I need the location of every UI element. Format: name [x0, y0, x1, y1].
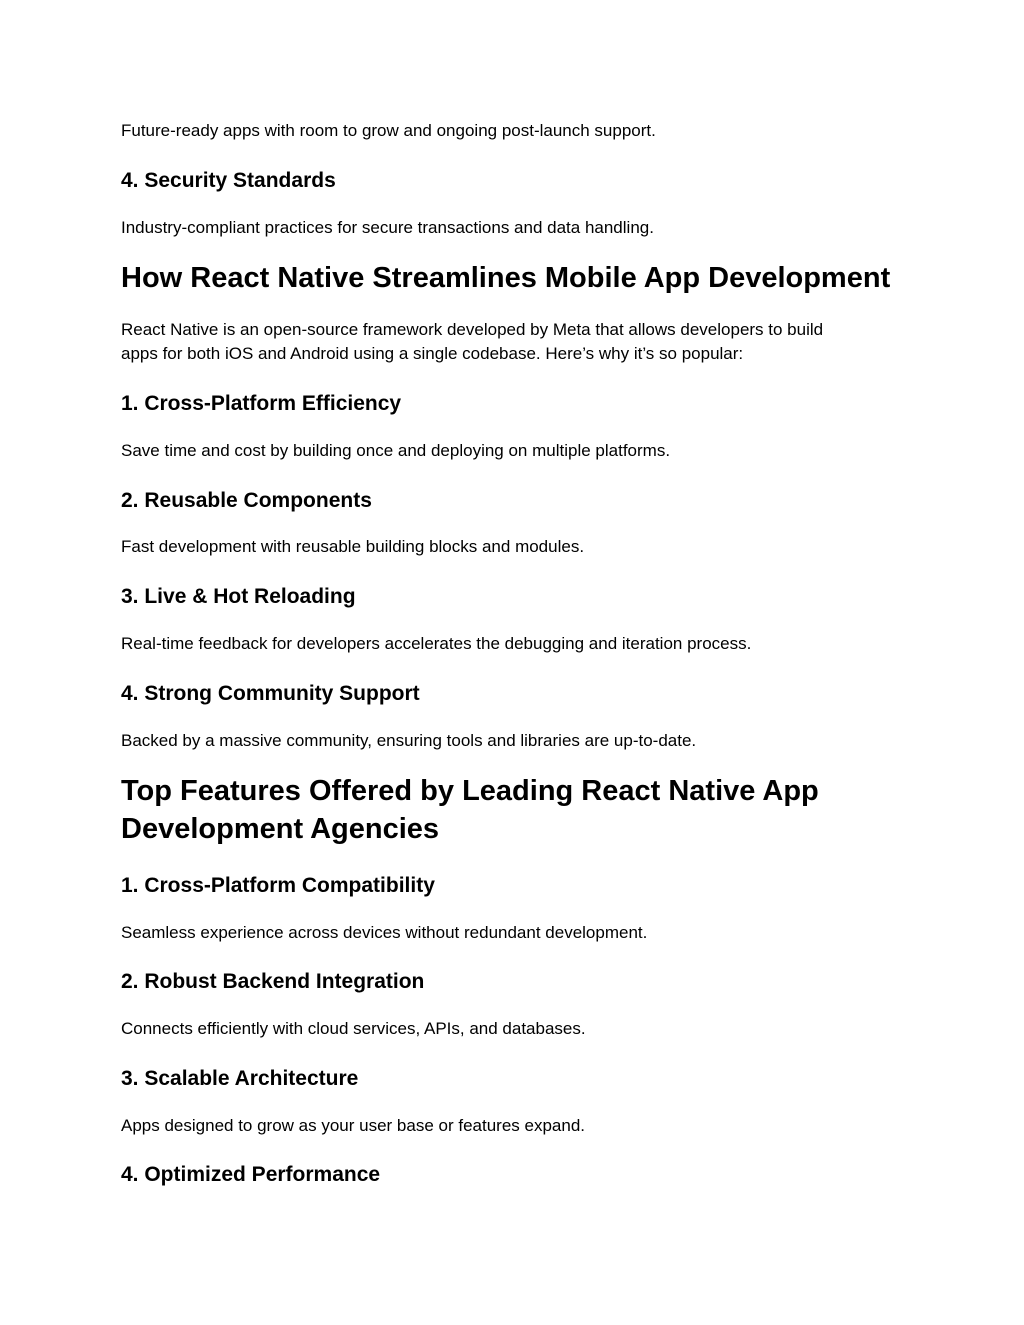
item-paragraph: Seamless experience across devices without redundant development.: [121, 923, 648, 942]
item-heading: 2. Robust Backend Integration: [121, 970, 425, 993]
section-heading-top-features-line-2: Development Agencies: [121, 813, 440, 845]
item-heading: 1. Cross-Platform Compatibility: [121, 874, 435, 897]
section-intro-line-2: apps for both iOS and Android using a single codebase. Here’s why it’s so popular:: [121, 344, 744, 363]
security-heading: 4. Security Standards: [121, 169, 336, 192]
section-intro-line-1: React Native is an open-source framework developed by Meta that allows developers to build: [121, 320, 824, 339]
intro-paragraph: Future-ready apps with room to grow and ongoing post-launch support.: [121, 121, 656, 140]
section-heading-top-features-line-1: Top Features Offered by Leading React Native App: [121, 775, 819, 807]
item-heading: 4. Strong Community Support: [121, 682, 420, 705]
item-heading: 2. Reusable Components: [121, 489, 372, 512]
item-paragraph: Backed by a massive community, ensuring tools and libraries are up-to-date.: [121, 731, 697, 750]
item-heading: 3. Live & Hot Reloading: [121, 585, 356, 608]
security-paragraph: Industry-compliant practices for secure transactions and data handling.: [121, 218, 654, 237]
item-heading: 1. Cross-Platform Efficiency: [121, 392, 402, 415]
item-heading: 4. Optimized Performance: [121, 1163, 381, 1186]
item-paragraph: Real-time feedback for developers accelerates the debugging and iteration process.: [121, 634, 752, 653]
item-heading: 3. Scalable Architecture: [121, 1067, 359, 1090]
item-paragraph: Fast development with reusable building blocks and modules.: [121, 537, 585, 556]
section-heading-react-native: How React Native Streamlines Mobile App Development: [121, 262, 891, 294]
item-paragraph: Save time and cost by building once and deploying on multiple platforms.: [121, 441, 671, 460]
item-paragraph: Connects efficiently with cloud services, APIs, and databases.: [121, 1019, 586, 1038]
item-paragraph: Apps designed to grow as your user base or features expand.: [121, 1116, 586, 1135]
